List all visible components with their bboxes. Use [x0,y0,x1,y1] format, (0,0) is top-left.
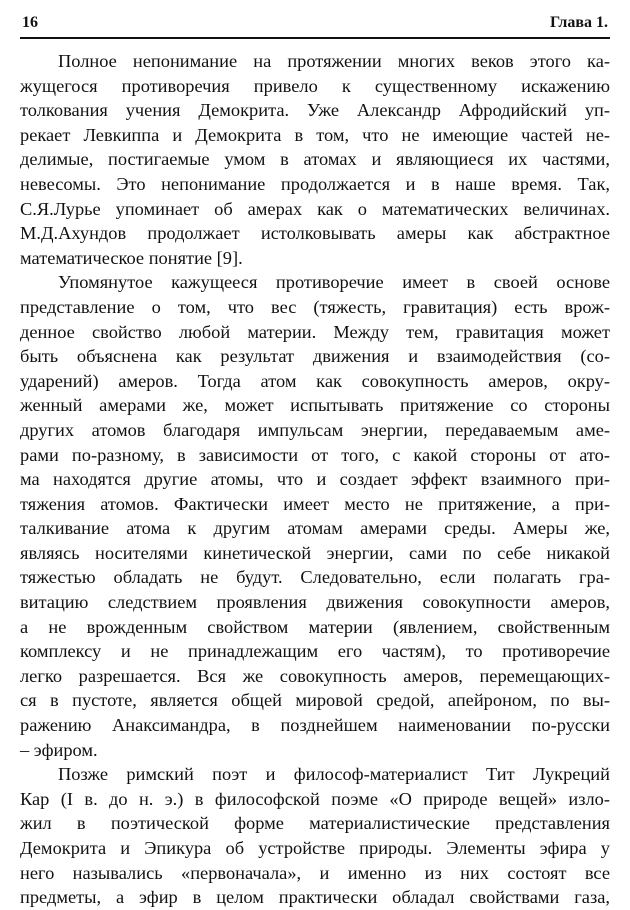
paragraph [20,762,610,910]
text-line: ся в пустоте, является общей мировой средой, апейроном, по вы- [20,690,610,711]
text-line: женный амерами же, может испытывать притяжение со стороны [20,395,610,416]
text-line: делимые, постигаемые умом в атомах и являющиеся их частями, [20,149,610,170]
text-line: жил в поэтической форме материалистические представления [20,813,610,834]
text-line: Демокрита и Эпикура об устройстве природы. Элементы эфира у [20,838,610,858]
text-line: М.Д.Ахундов продолжает истолковывать амеры как абстрактное [20,223,610,244]
text-line: тяжения атомов. Фактически имеет место не притяжение, а при- [20,493,610,514]
text-line: толкования учения Демокрита. Уже Александр Афродийский уп- [20,100,610,121]
text-line: предметы, а эфир в целом практически обладал свойствами газа, [20,887,610,908]
text-line: С.Я.Лурье упоминает об амерах как о математических величинах. [20,198,610,219]
text-line: витацию следствием проявления движения совокупности амеров, [20,592,610,613]
chapter-title: Глава 1. [550,14,608,31]
text-line: жущегося противоречия привело к существенному искажению [20,75,610,96]
text-line: рекает Левкиппа и Демокрита в том, что не имеющие частей не- [20,124,610,145]
text-line: являясь носителями кинетической энергии, сами по себе никакой [20,542,610,563]
paragraph [20,270,610,762]
text-line: Упомянутое кажущееся противоречие имеет в своей основе [58,272,610,293]
text-line: тяжестью обладать не будут. Следовательно, если полагать гра- [20,567,610,588]
text-line: ражению Анаксимандра, в позднейшем наименовании по-русски [20,715,610,736]
text-line: представление о том, что вес (тяжесть, гравитация) есть врож- [20,296,610,317]
text-line: комплексу и не принадлежащим его частям), то противоречие [20,641,610,662]
book-page [20,12,610,910]
text-line: талкивание атома к другим атомам амерами среды. Амеры же, [20,518,610,539]
text-line: рами по-разному, в зависимости от того, с какой стороны от ато- [20,444,610,465]
paragraph [20,49,610,270]
text-line: денное свойство любой материи. Между тем, гравитация может [20,321,610,342]
text-line: ударений) амеров. Тогда атом как совокупность амеров, окру- [20,370,610,391]
text-line: Кар (I в. до н. э.) в философской поэме «О природе вещей» изло- [20,788,610,809]
body-text [20,49,610,910]
running-header [20,12,610,34]
text-line: легко разрешается. Вся же совокупность амеров, перемещающих- [20,665,610,686]
text-line: – эфиром. [20,739,98,760]
text-line: ма находятся другие атомы, что и создает эффект взаимного при- [20,469,610,490]
text-line: других атомов благодаря импульсам энергии, передаваемым аме- [20,419,610,440]
header-rule [20,37,610,39]
page-number: 16 [22,14,38,31]
text-line: него назывались «первоначала», и именно из них состоят все [20,862,610,883]
text-line: быть объяснена как результат движения и взаимодействия (со- [20,346,610,367]
text-line: невесомы. Это непонимание продолжается и в наше время. Так, [20,173,610,194]
text-line: Позже римский поэт и философ-материалист Тит Лукреций [58,764,610,785]
text-line: а не врожденным свойством материи (явлением, свойственным [20,616,610,637]
text-line: математическое понятие [9]. [20,247,243,268]
text-line: Полное непонимание на протяжении многих веков этого ка- [58,51,610,71]
